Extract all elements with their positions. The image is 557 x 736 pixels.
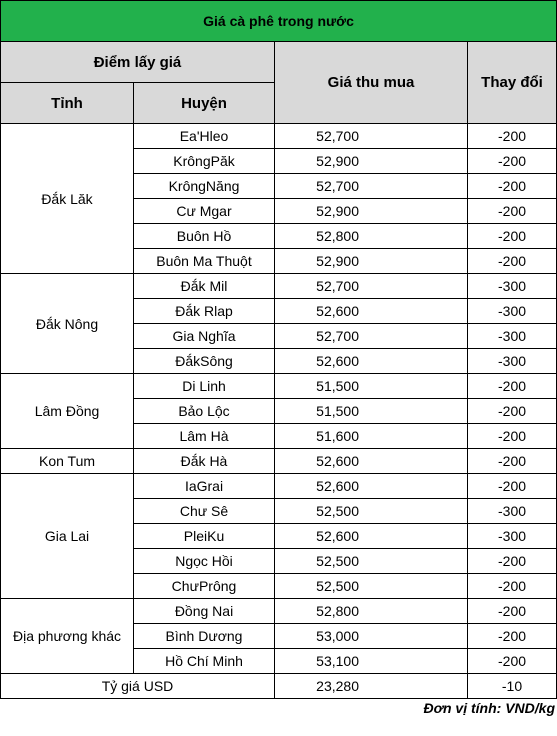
- district-cell: Buôn Hồ: [134, 224, 275, 249]
- header-province: Tỉnh: [1, 83, 134, 124]
- exchange-change: -10: [468, 674, 557, 699]
- change-cell: -200: [468, 149, 557, 174]
- district-cell: Di Linh: [134, 374, 275, 399]
- change-cell: -200: [468, 599, 557, 624]
- price-cell: 51,500: [275, 374, 468, 399]
- district-cell: Đắk Hà: [134, 449, 275, 474]
- change-cell: -200: [468, 574, 557, 599]
- district-cell: Gia Nghĩa: [134, 324, 275, 349]
- district-cell: KrôngNăng: [134, 174, 275, 199]
- unit-note: Đơn vị tính: VND/kg: [423, 700, 555, 716]
- price-cell: 52,700: [275, 324, 468, 349]
- price-cell: 52,600: [275, 474, 468, 499]
- district-cell: PleiKu: [134, 524, 275, 549]
- change-cell: -200: [468, 174, 557, 199]
- table-title: Giá cà phê trong nước: [1, 1, 557, 42]
- price-cell: 53,000: [275, 624, 468, 649]
- district-cell: Đắk Rlap: [134, 299, 275, 324]
- change-cell: -200: [468, 124, 557, 149]
- change-cell: -200: [468, 624, 557, 649]
- change-cell: -300: [468, 349, 557, 374]
- header-change: Thay đổi: [468, 42, 557, 124]
- header-location: Điểm lấy giá: [1, 42, 275, 83]
- price-cell: 52,700: [275, 274, 468, 299]
- price-cell: 52,800: [275, 599, 468, 624]
- change-cell: -300: [468, 524, 557, 549]
- header-price: Giá thu mua: [275, 42, 468, 124]
- change-cell: -200: [468, 649, 557, 674]
- change-cell: -200: [468, 199, 557, 224]
- price-cell: 51,500: [275, 399, 468, 424]
- district-cell: Ngọc Hồi: [134, 549, 275, 574]
- district-cell: Chư Sê: [134, 499, 275, 524]
- change-cell: -200: [468, 224, 557, 249]
- price-cell: 53,100: [275, 649, 468, 674]
- table-row: [1, 474, 557, 499]
- price-cell: 52,600: [275, 299, 468, 324]
- price-cell: 52,600: [275, 524, 468, 549]
- change-cell: -300: [468, 499, 557, 524]
- district-cell: KrôngPăk: [134, 149, 275, 174]
- table-row: [1, 124, 557, 149]
- province-cell: Kon Tum: [1, 449, 134, 474]
- price-cell: 52,500: [275, 549, 468, 574]
- change-cell: -300: [468, 299, 557, 324]
- district-cell: Buôn Ma Thuột: [134, 249, 275, 274]
- change-cell: -200: [468, 249, 557, 274]
- exchange-label: Tỷ giá USD: [1, 674, 275, 699]
- table-row: [1, 599, 557, 624]
- district-cell: ĐắkSông: [134, 349, 275, 374]
- price-cell: 52,500: [275, 499, 468, 524]
- price-cell: 52,800: [275, 224, 468, 249]
- change-cell: -200: [468, 399, 557, 424]
- price-cell: 52,700: [275, 124, 468, 149]
- change-cell: -200: [468, 549, 557, 574]
- province-cell: Địa phương khác: [1, 599, 134, 674]
- price-cell: 52,900: [275, 199, 468, 224]
- change-cell: -200: [468, 424, 557, 449]
- price-cell: 52,900: [275, 249, 468, 274]
- table-row: [1, 449, 557, 474]
- price-cell: 52,700: [275, 174, 468, 199]
- table-row: [1, 374, 557, 399]
- price-cell: 52,600: [275, 449, 468, 474]
- change-cell: -200: [468, 474, 557, 499]
- change-cell: -200: [468, 449, 557, 474]
- province-cell: Gia Lai: [1, 474, 134, 599]
- province-cell: Lâm Đồng: [1, 374, 134, 449]
- district-cell: Hồ Chí Minh: [134, 649, 275, 674]
- province-cell: Đắk Nông: [1, 274, 134, 374]
- change-cell: -300: [468, 324, 557, 349]
- district-cell: Lâm Hà: [134, 424, 275, 449]
- district-cell: IaGrai: [134, 474, 275, 499]
- price-cell: 52,500: [275, 574, 468, 599]
- district-cell: Bình Dương: [134, 624, 275, 649]
- district-cell: Ea'Hleo: [134, 124, 275, 149]
- price-cell: 51,600: [275, 424, 468, 449]
- district-cell: Bảo Lộc: [134, 399, 275, 424]
- price-cell: 52,600: [275, 349, 468, 374]
- exchange-price: 23,280: [275, 674, 468, 699]
- change-cell: -200: [468, 374, 557, 399]
- price-cell: 52,900: [275, 149, 468, 174]
- exchange-row: [1, 674, 557, 699]
- table-row: [1, 274, 557, 299]
- district-cell: Đắk Mil: [134, 274, 275, 299]
- district-cell: Đồng Nai: [134, 599, 275, 624]
- province-cell: Đắk Lăk: [1, 124, 134, 274]
- district-cell: ChưPrông: [134, 574, 275, 599]
- district-cell: Cư Mgar: [134, 199, 275, 224]
- change-cell: -300: [468, 274, 557, 299]
- header-district: Huyện: [134, 83, 275, 124]
